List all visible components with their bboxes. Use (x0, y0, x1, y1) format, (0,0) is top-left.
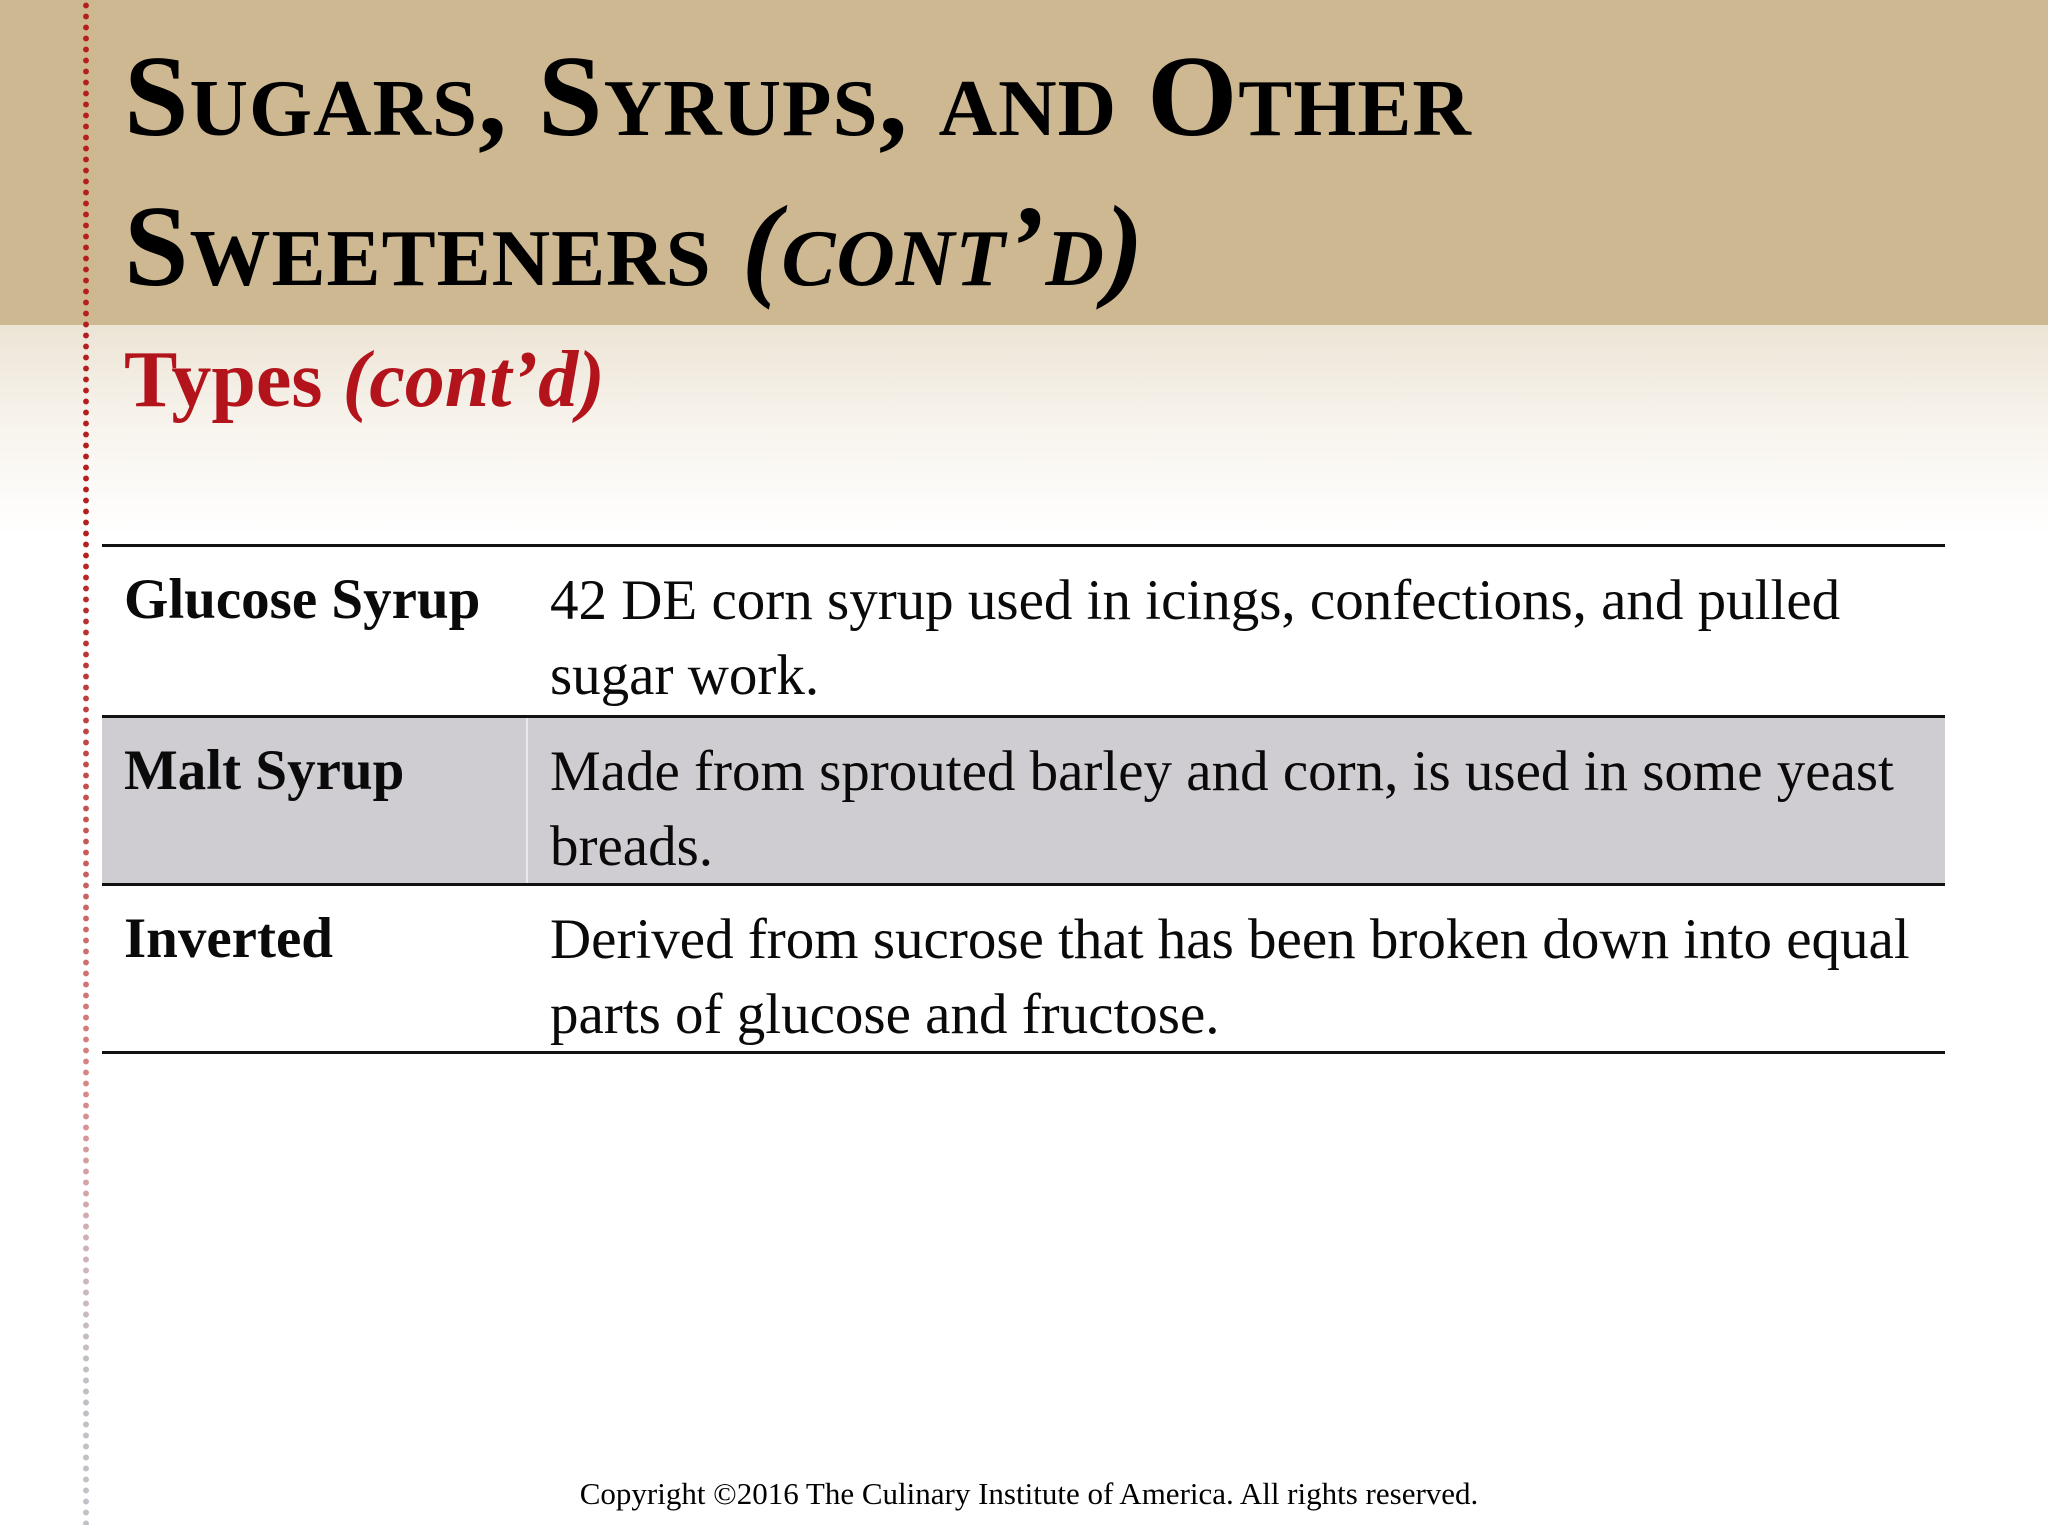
slide-subtitle (124, 330, 605, 430)
term-cell: Malt Syrup (102, 718, 528, 883)
term-cell: Glucose Syrup (124, 568, 481, 631)
definition-cell: Made from sprouted barley and corn, is used in some yeast breads. (550, 740, 1894, 878)
subtitle-contd: (cont’d) (342, 336, 605, 424)
title-line-2: Sweeteners (124, 183, 712, 311)
title-contd: (cont’d) (741, 183, 1145, 311)
definition-cell: 42 DE corn syrup used in icings, confections, and pulled sugar work. (550, 569, 1841, 707)
subtitle-main: Types (124, 336, 323, 424)
slide-title (124, 22, 1924, 322)
term-cell: Inverted (124, 907, 333, 970)
sweeteners-table (102, 544, 1945, 1054)
copyright-footer: Copyright ©2016 The Culinary Institute of America. All rights reserved. (579, 1476, 1479, 1511)
title-line-1: Sugars, Syrups, and Other (124, 33, 1472, 161)
table-row (102, 547, 1945, 715)
table-row (102, 715, 1945, 883)
definition-cell: Derived from sucrose that has been broken down into equal parts of glucose and fructose. (550, 908, 1910, 1046)
table-row (102, 883, 1945, 1051)
dotted-left-rule-gray (82, 1100, 90, 1525)
